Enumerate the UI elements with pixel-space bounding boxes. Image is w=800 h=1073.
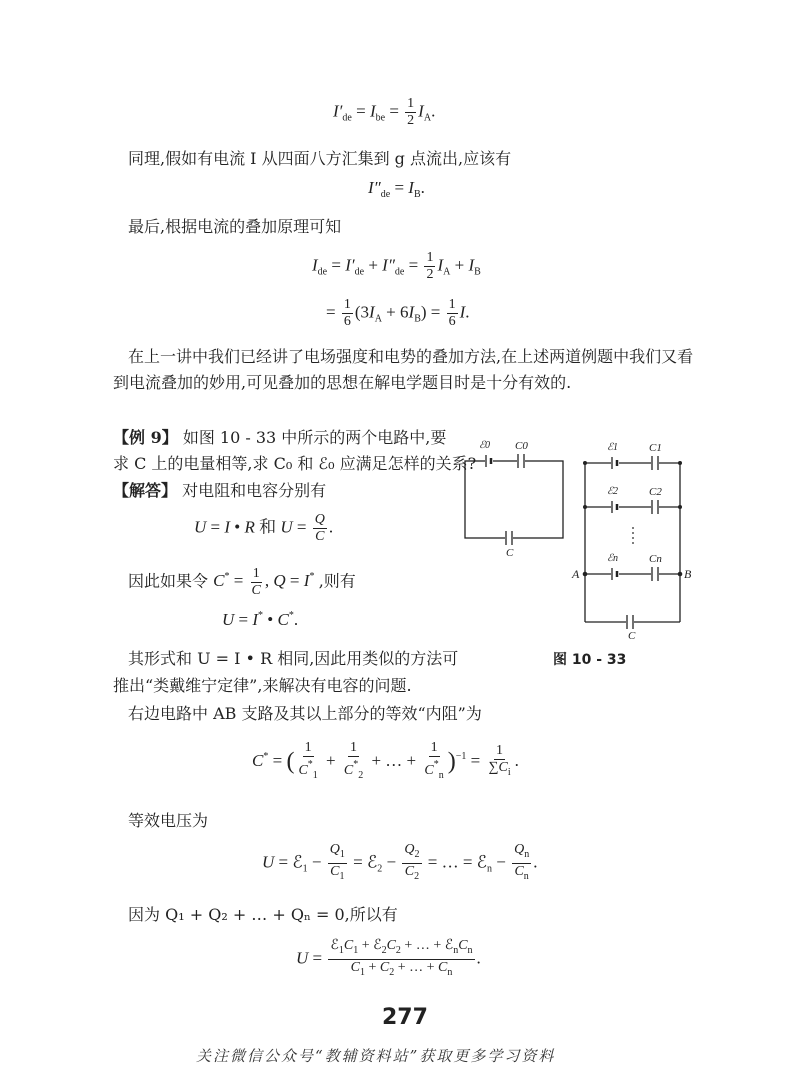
equation-u-equiv: U = ℰ$_1$ − $\frac{Q_1}{C_1}$ = ℰ$_2$ − $\frac{Q_2}{C_2}$ = … = ℰ$_n$ − $\frac{Q_n}{C_n}$ . [262, 842, 538, 882]
equation-u-final: U = $\frac{ℰ_1C_1 + ℰ_2C_2 + \dots + ℰ_nC_n}{C_1 + C_2 + \dots + C_n}$ . [296, 938, 481, 978]
answer-text: 对电阻和电容分别有 [182, 481, 327, 500]
label-e0: ℰ0 [479, 440, 491, 451]
equation-c-star: C* = $\frac{1}{C}$ , Q = I* [213, 566, 315, 598]
equation-c-star-sum: C* = ( $\frac{1}{C^*_1}$ + $\frac{1}{C^*_2}$ + … + $\frac{1}{C^*_n}$ )$^{-1}$ = $\frac{1}{\sum C_i}$ . [252, 740, 519, 781]
text-equiv-voltage: 等效电压为 [128, 811, 209, 830]
label-c0: C0 [515, 440, 528, 452]
label-node-a: A [572, 567, 580, 581]
label-c-right: C [628, 630, 636, 642]
circuit-figure [455, 430, 715, 645]
example-text-1: 如图 10 - 33 中所示的两个电路中,要 [182, 428, 447, 447]
answer-tag: 【解答】 [113, 481, 178, 500]
text-form-line-2: 推出“类戴维宁定律”,来解决有电容的问题. [113, 676, 412, 695]
label-c-left: C [506, 547, 514, 559]
figure-caption: 图 10 - 33 [553, 652, 627, 668]
text-form-line-1: 其形式和 U = I • R 相同,因此用类似的方法可 [128, 649, 459, 668]
text-because: 因为 Q₁ + Q₂ + … + Qₙ = 0,所以有 [128, 905, 398, 924]
footer-note: 关注微信公众号“教辅资料站”获取更多学习资料 [196, 1047, 556, 1065]
paragraph-conclusion-line-1: 在上一讲中我们已经讲了电场强度和电势的叠加方法,在上述两道例题中我们又看 [128, 347, 694, 366]
left-circuit-loop [465, 461, 563, 538]
equation-u-istar-cstar: U = I* • C*. [222, 610, 299, 629]
line-therefore [128, 566, 356, 599]
paragraph-conclusion-line-2: 到电流叠加的妙用,可见叠加的思想在解电学题目时是十分有效的. [113, 373, 572, 392]
label-node-b: B [684, 567, 692, 581]
equation-superposition-2: = $\frac{1}{6}$ $(3I_A + 6I_B)$ = $\frac{1}{6}$ I. [326, 297, 470, 329]
label-e1: ℰ1 [607, 442, 619, 453]
node-a [583, 572, 588, 577]
example-tag: 【例 9】 [113, 428, 178, 447]
label-cn: Cn [649, 553, 662, 565]
label-c1: C1 [649, 442, 662, 454]
equation-u-ir-qc: U = I • R 和 U = $\frac{Q}{C}$ . [194, 512, 334, 544]
example-line-1 [113, 427, 446, 449]
paragraph-same-reasoning: 同理,假如有电流 I 从四面八方汇集到 g 点流出,应该有 [128, 149, 512, 168]
answer-line [113, 480, 326, 502]
paragraph-finally: 最后,根据电流的叠加原理可知 [128, 217, 342, 236]
equation-i-de-double-prime: $I''_{de} = I_B$. [368, 178, 425, 200]
label-e2: ℰ2 [607, 486, 619, 497]
page-number: 277 [382, 1005, 428, 1030]
text-right-circuit: 右边电路中 AB 支路及其以上部分的等效“内阻”为 [128, 704, 482, 723]
node-b [678, 572, 683, 577]
label-c2: C2 [649, 486, 662, 498]
label-en: ℰn [607, 553, 619, 564]
equation-superposition-1: $I_{de} = I'_{de} + I''_{de}$ = $\frac{1}{2}$ $I_A + I_B$ [312, 250, 481, 282]
text-then: ,则有 [318, 571, 356, 591]
example-line-2: 求 C 上的电量相等,求 C₀ 和 ℰ₀ 应满足怎样的关系? [113, 454, 477, 473]
equation-i-de-prime: $I'_{de} = I_{be}$ = $\frac{1}{2}$ $I_A$. [333, 96, 436, 128]
text-therefore: 因此如果令 [128, 571, 209, 591]
